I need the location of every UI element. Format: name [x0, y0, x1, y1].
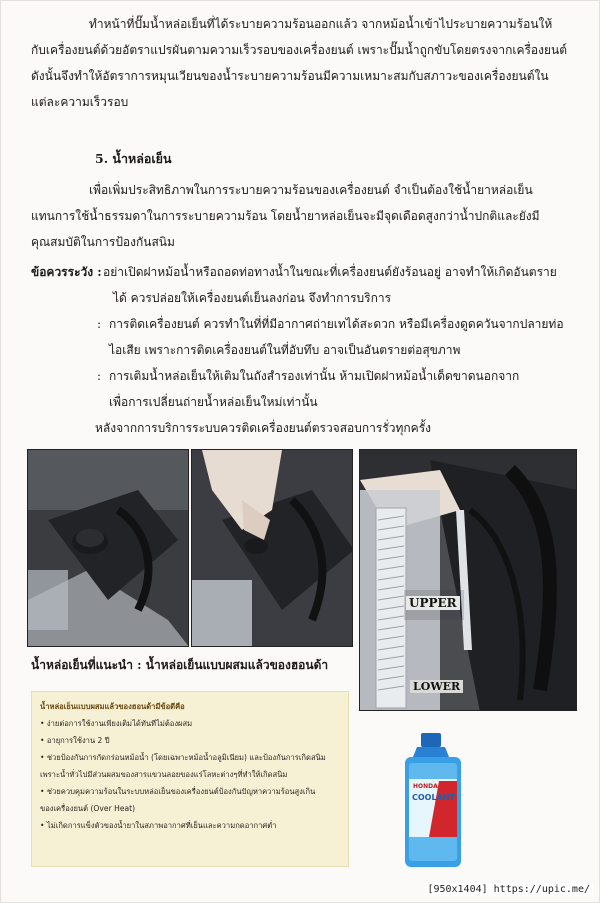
intro-line: แต่ละความเร็วรอบ	[31, 95, 129, 109]
warning-text: ไอเสีย เพราะการติดเครื่องยนต์ในที่อับทึบ อาจเป็นอันตรายต่อสุขภาพ	[109, 343, 461, 357]
warning-text: ได้ ควรปล่อยให้เครื่องยนต์เย็นลงก่อน จึงทำการบริการ	[113, 291, 392, 305]
warnings-label: ข้อควรระวัง :	[31, 265, 102, 279]
section-line: คุณสมบัติในการป้องกันสนิม	[31, 235, 175, 249]
section-line: แทนการใช้น้ำธรรมดาในการระบายความร้อน โดยน้ำยาหล่อเย็นจะมีจุดเดือดสูงกว่าน้ำปกติและยังมี	[31, 209, 540, 223]
info-bullet: • ง่ายต่อการใช้งานเพียงเติมได้ทันทีไม่ต้องผสม	[40, 719, 193, 728]
watermark: [950x1404] https://upic.me/	[424, 883, 593, 896]
lower-level-label: LOWER	[410, 680, 463, 693]
intro-line: ดังนั้นจึงทำให้อัตราการหมุนเวียนของน้ำระบายความร้อนมีความเหมาะสมกับสภาวะของเครื่องยนต์ใน	[31, 69, 549, 83]
info-title: น้ำหล่อเย็นแบบผสมแล้วของฮอนด้ามีข้อดีคือ	[40, 702, 185, 711]
warning-text: การเติมน้ำหล่อเย็นให้เติมในถังสำรองเท่านั้น ห้ามเปิดฝาหม้อน้ำเด็ดขาดนอกจาก	[109, 369, 520, 383]
info-bullet: • อายุการใช้งาน 2 ปี	[40, 736, 110, 745]
engine-photo-hand	[191, 449, 353, 647]
info-bullet: • ช่วยป้องกันการกัดกร่อนหม้อน้ำ (โดยเฉพาะหม้อน้ำอลูมิเนียม) และป้องกันการเกิดสนิม	[40, 753, 326, 762]
upper-level-label: UPPER	[406, 596, 460, 610]
intro-paragraph	[31, 11, 575, 115]
warning-colon: :	[97, 369, 102, 383]
intro-line: ทำหน้าที่ปั๊มน้ำหล่อเย็นที่ได้ระบายความร้อนออกแล้ว จากหม้อน้ำเข้าไประบายความร้อนให้	[89, 17, 553, 31]
warning-text: การติดเครื่องยนต์ ควรทำในที่ที่มีอากาศถ่ายเทได้สะดวก หรือมีเครื่องดูดควันจากปลายท่อ	[109, 317, 564, 331]
info-bullet: ของเครื่องยนต์ (Over Heat)	[40, 804, 136, 813]
section-paragraph	[31, 177, 575, 255]
info-bullet: • ไม่เกิดการแข็งตัวของน้ำยาในสภาพอากาศที่เย็นและความกดอากาศต่ำ	[40, 821, 277, 830]
reservoir-level-photo	[359, 449, 577, 711]
warnings-block	[31, 259, 591, 415]
bottle-brand: HONDA	[413, 783, 438, 790]
engine-photo-reservoir	[27, 449, 189, 647]
section-heading: 5. น้ำหล่อเย็น	[95, 151, 172, 166]
coolant-caption: น้ำหล่อเย็นที่แนะนำ : น้ำหล่อเย็นแบบผสมแล้วของฮอนด้า	[31, 658, 329, 672]
warning-text: อย่าเปิดฝาหม้อน้ำหรือถอดท่อทางน้ำในขณะที่เครื่องยนต์ยังร้อนอยู่ อาจทำให้เกิดอันตราย	[103, 265, 557, 279]
info-bullet: เพราะน้ำทั่วไปมีส่วนผสมของสารแขวนลอยของแร่โลหะต่างๆที่ทำให้เกิดสนิม	[40, 770, 288, 779]
after-service-note: หลังจากการบริการระบบควรติดเครื่องยนต์ตรวจสอบการรั่วทุกครั้ง	[95, 421, 432, 435]
warning-colon: :	[97, 317, 102, 331]
intro-line: กับเครื่องยนต์ด้วยอัตราแปรผันตามความเร็วรอบของเครื่องยนต์ เพราะปั๊มน้ำถูกขับโดยตรงจากเครื่องยนต์	[31, 43, 568, 57]
coolant-info-box	[31, 691, 349, 867]
info-bullet: • ช่วยควบคุมความร้อนในระบบหล่อเย็นของเครื่องยนต์ป้องกันปัญหาความร้อนสูงเกิน	[40, 787, 316, 796]
warning-text: เพื่อการเปลี่ยนถ่ายน้ำหล่อเย็นใหม่เท่านั้น	[109, 395, 318, 409]
coolant-bottle-image	[399, 733, 471, 869]
section-line: เพื่อเพิ่มประสิทธิภาพในการระบายความร้อนของเครื่องยนต์ จำเป็นต้องใช้น้ำยาหล่อเย็น	[89, 183, 533, 197]
bottle-product: COOLANT	[412, 793, 455, 802]
